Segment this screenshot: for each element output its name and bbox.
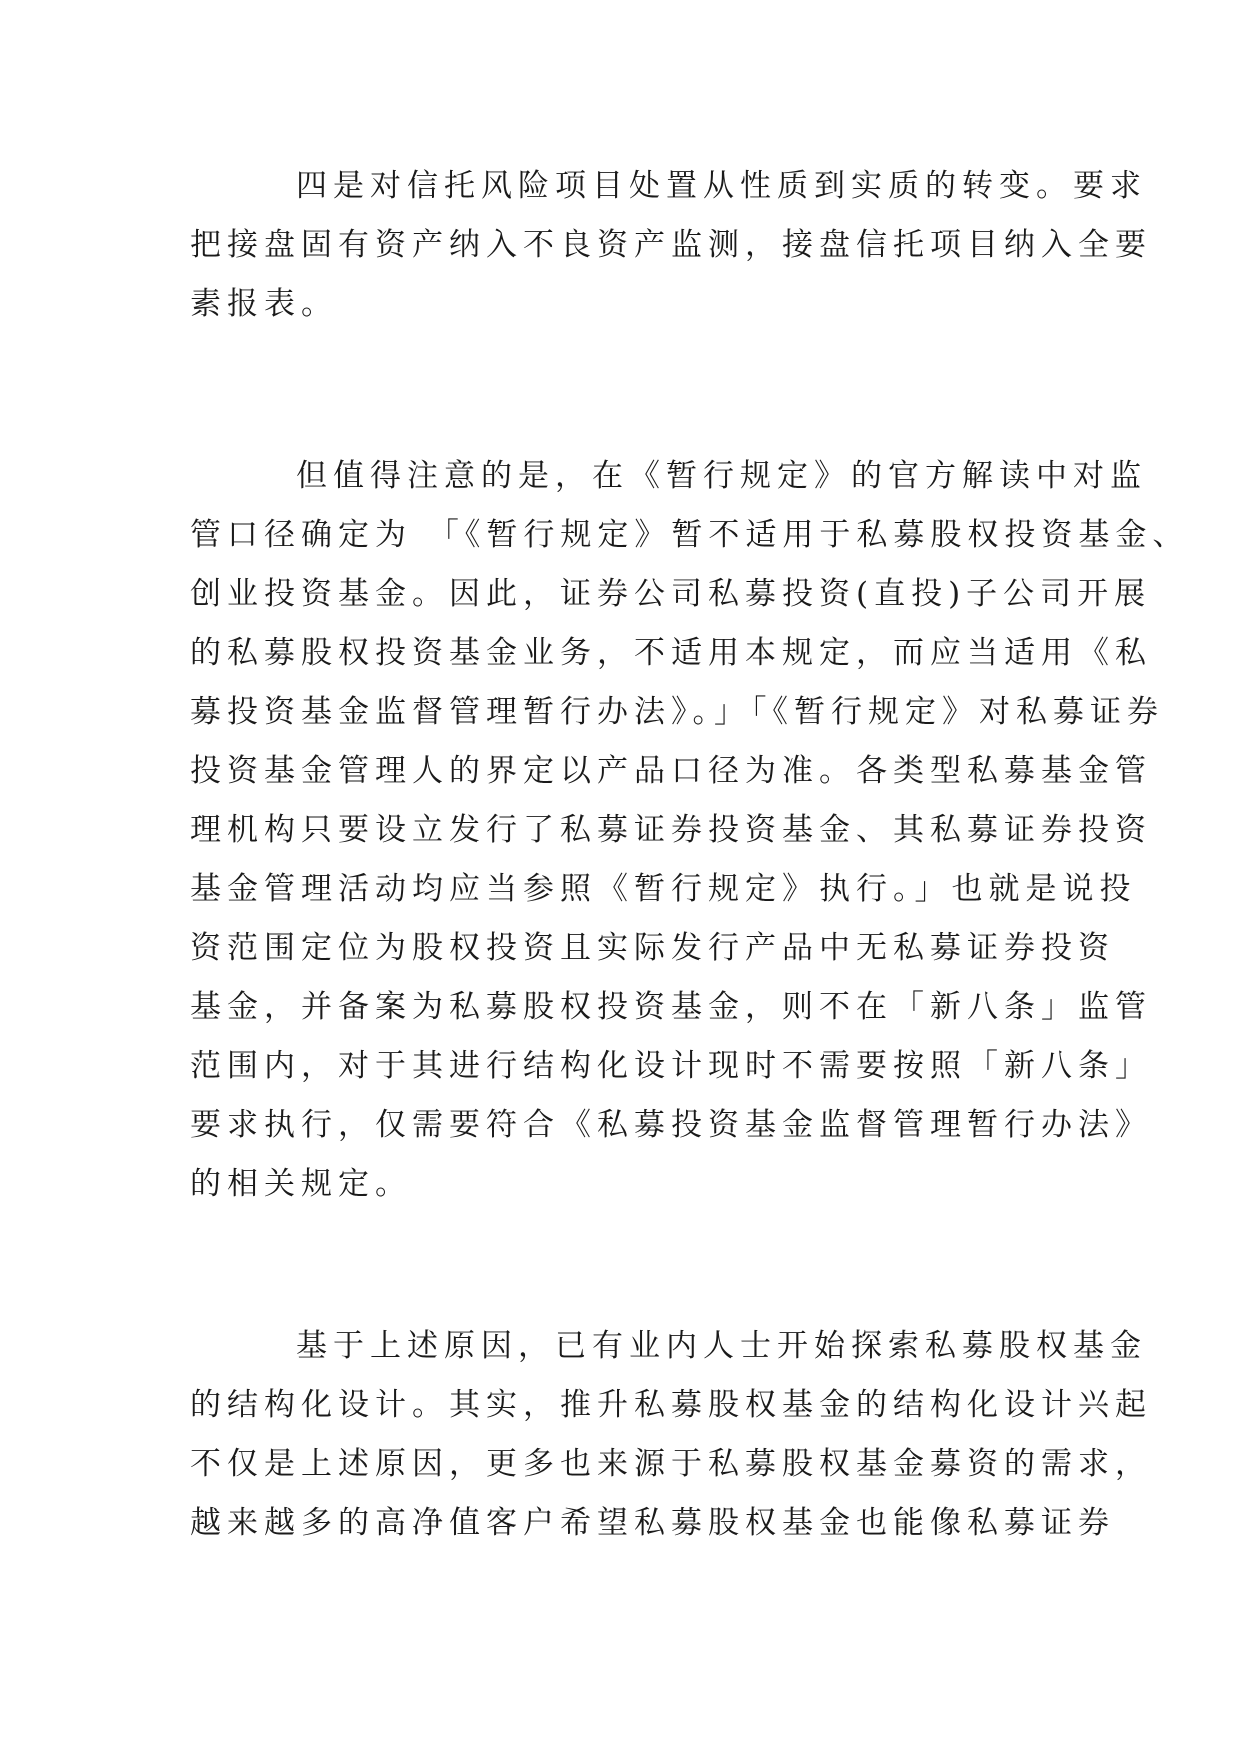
- paragraph-line: 的私募股权投资基金业务，不适用本规定，而应当适用《私: [190, 635, 1152, 671]
- paragraph-line: 范围内，对于其进行结构化设计现时不需要按照「新八条」: [190, 1048, 1152, 1084]
- paragraph-line: 但值得注意的是，在《暂行规定》的官方解读中对监: [296, 458, 1147, 494]
- paragraph-line: 要求执行，仅需要符合《私募投资基金监督管理暂行办法》: [190, 1107, 1152, 1143]
- paragraph-3: [190, 1317, 1152, 1553]
- paragraph-line: 越来越多的高净值客户希望私募股权基金也能像私募证券: [190, 1505, 1115, 1541]
- paragraph-line: 四是对信托风险项目处置从性质到实质的转变。要求: [296, 168, 1147, 204]
- paragraph-line: 基金，并备案为私募股权投资基金，则不在「新八条」监管: [190, 989, 1152, 1025]
- paragraph-line: 把接盘固有资产纳入不良资产监测，接盘信托项目纳入全要: [190, 227, 1152, 263]
- paragraph-line: 的结构化设计。其实，推升私募股权基金的结构化设计兴起: [190, 1387, 1152, 1423]
- paragraph-line: 理机构只要设立发行了私募证券投资基金、其私募证券投资: [190, 812, 1152, 848]
- paragraph-line: 创业投资基金。因此，证券公司私募投资(直投)子公司开展: [190, 576, 1152, 612]
- paragraph-line: 管口径确定为 「《暂行规定》暂不适用于私募股权投资基金、: [190, 517, 1190, 553]
- paragraph-line: 基于上述原因，已有业内人士开始探索私募股权基金: [296, 1328, 1147, 1364]
- paragraph-line: 募投资基金监督管理暂行办法》。」「《暂行规定》对私募证券: [190, 694, 1164, 730]
- paragraph-line: 素报表。: [190, 286, 338, 322]
- paragraph-line: 的相关规定。: [190, 1166, 412, 1202]
- paragraph-1: [190, 157, 1152, 334]
- paragraph-line: 不仅是上述原因，更多也来源于私募股权基金募资的需求，: [190, 1446, 1152, 1482]
- paragraph-2: [190, 447, 1190, 1214]
- paragraph-line: 基金管理活动均应当参照《暂行规定》执行。」也就是说投: [190, 871, 1137, 907]
- paragraph-line: 资范围定位为股权投资且实际发行产品中无私募证券投资: [190, 930, 1115, 966]
- paragraph-line: 投资基金管理人的界定以产品口径为准。各类型私募基金管: [190, 753, 1152, 789]
